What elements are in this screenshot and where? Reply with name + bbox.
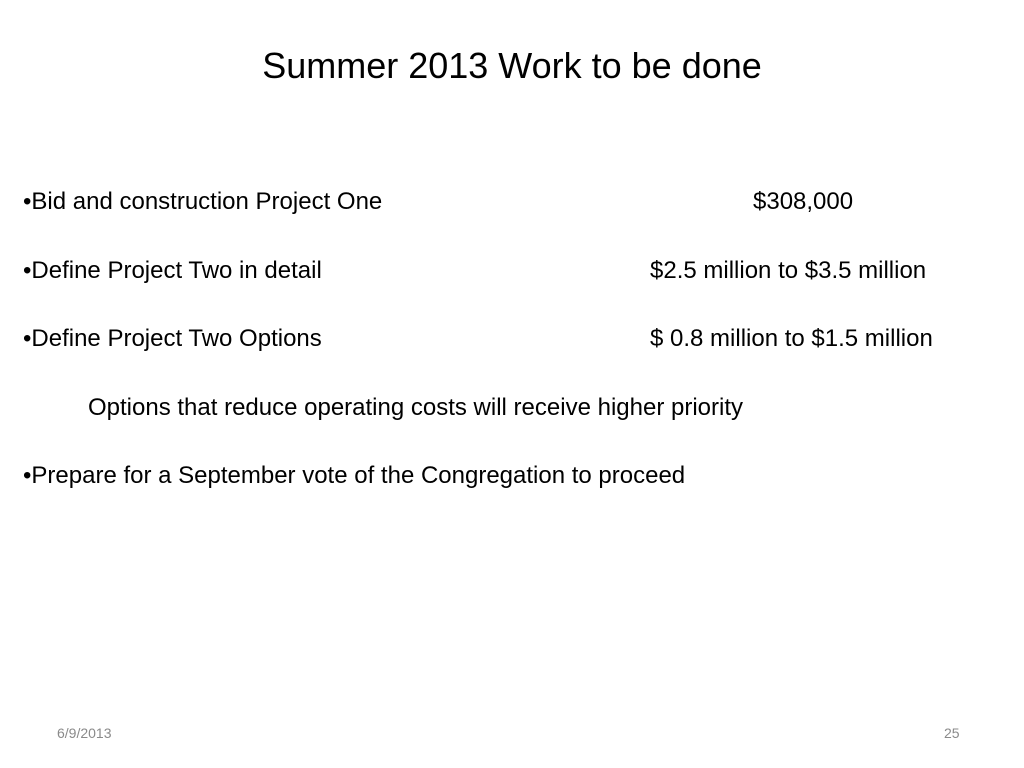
- amount-project-two-options: $ 0.8 million to $1.5 million: [650, 325, 933, 352]
- bullet-item-september-vote: •Prepare for a September vote of the Congregation to proceed: [23, 462, 686, 489]
- footer-date: 6/9/2013: [57, 725, 112, 741]
- slide-title: Summer 2013 Work to be done: [262, 45, 762, 86]
- bullet-item-project-one: •Bid and construction Project One: [23, 188, 383, 215]
- amount-project-two-detail: $2.5 million to $3.5 million: [650, 257, 927, 284]
- amount-project-one: $308,000: [753, 188, 854, 215]
- bullet-item-project-two-detail: •Define Project Two in detail: [23, 257, 322, 284]
- bullet-item-project-two-options: •Define Project Two Options: [23, 325, 322, 352]
- page-number: 25: [944, 725, 960, 741]
- options-note: Options that reduce operating costs will receive higher priority: [88, 394, 743, 421]
